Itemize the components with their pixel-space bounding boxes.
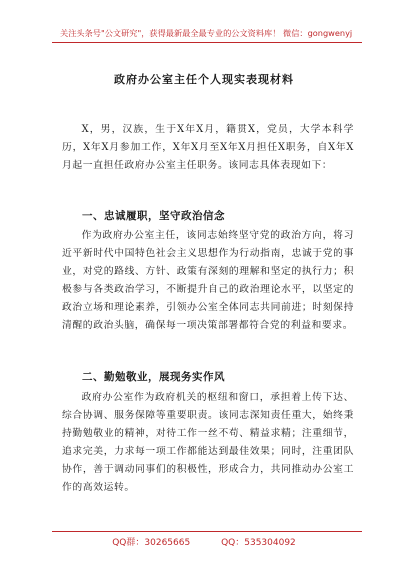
- section-heading-1: 一、忠诚履职，坚守政治信念: [82, 210, 225, 222]
- footer-qq-group: QQ群：30265665: [112, 538, 191, 548]
- header-banner: 关注头条号"公文研究"，获得最新最全最专业的公文资料库！ 微信：gongwenyj: [60, 28, 353, 38]
- section-body-block-2: [62, 389, 354, 496]
- section-body-block-1: [62, 227, 354, 334]
- header-divider: [52, 42, 362, 43]
- intro-paragraph-block: [62, 121, 354, 175]
- section-heading-2: 二、勤勉敬业，展现务实作风: [82, 371, 225, 383]
- section-paragraph-2: 政府办公室作为政府机关的枢纽和窗口，承担着上传下达、综合协调、服务保障等重要职责。该同志深知责任重大，始终秉持勤勉敬业的精神，对待工作一丝不苟、精益求精；注重细节，追求完美，力求每一项工作都能达到最佳效果；同时，注重团队协作，善于调动同事们的积极性，形成合力，共同推动办公室工作的高效运转。: [62, 392, 354, 493]
- footer-divider: [52, 531, 362, 532]
- intro-paragraph: X，男，汉族，生于X年X月，籍贯X，党员，大学本科学历，X年X月参加工作，X年X月至X年X月担任X职务，自X年X月起一直担任政府办公室主任职务。该同志具体表现如下：: [62, 124, 354, 171]
- section-paragraph-1: 作为政府办公室主任，该同志始终坚守党的政治方向，将习近平新时代中国特色社会主义思想作为行动指南，忠诚于党的事业，对党的路线、方针、政策有深刻的理解和坚定的执行力；积极参与各类政治学习，不断提升自己的政治理论水平，以坚定的政治立场和理论素养，引领办公室全体同志共同前进；时刻保持清醒的政治头脑，确保每一项决策部署都符合党的利益和要求。: [62, 230, 354, 331]
- document-title: 政府办公室主任个人现实表现材料: [114, 73, 294, 86]
- footer-qq: QQ：535304092: [221, 538, 296, 548]
- footer-contact: [0, 535, 408, 548]
